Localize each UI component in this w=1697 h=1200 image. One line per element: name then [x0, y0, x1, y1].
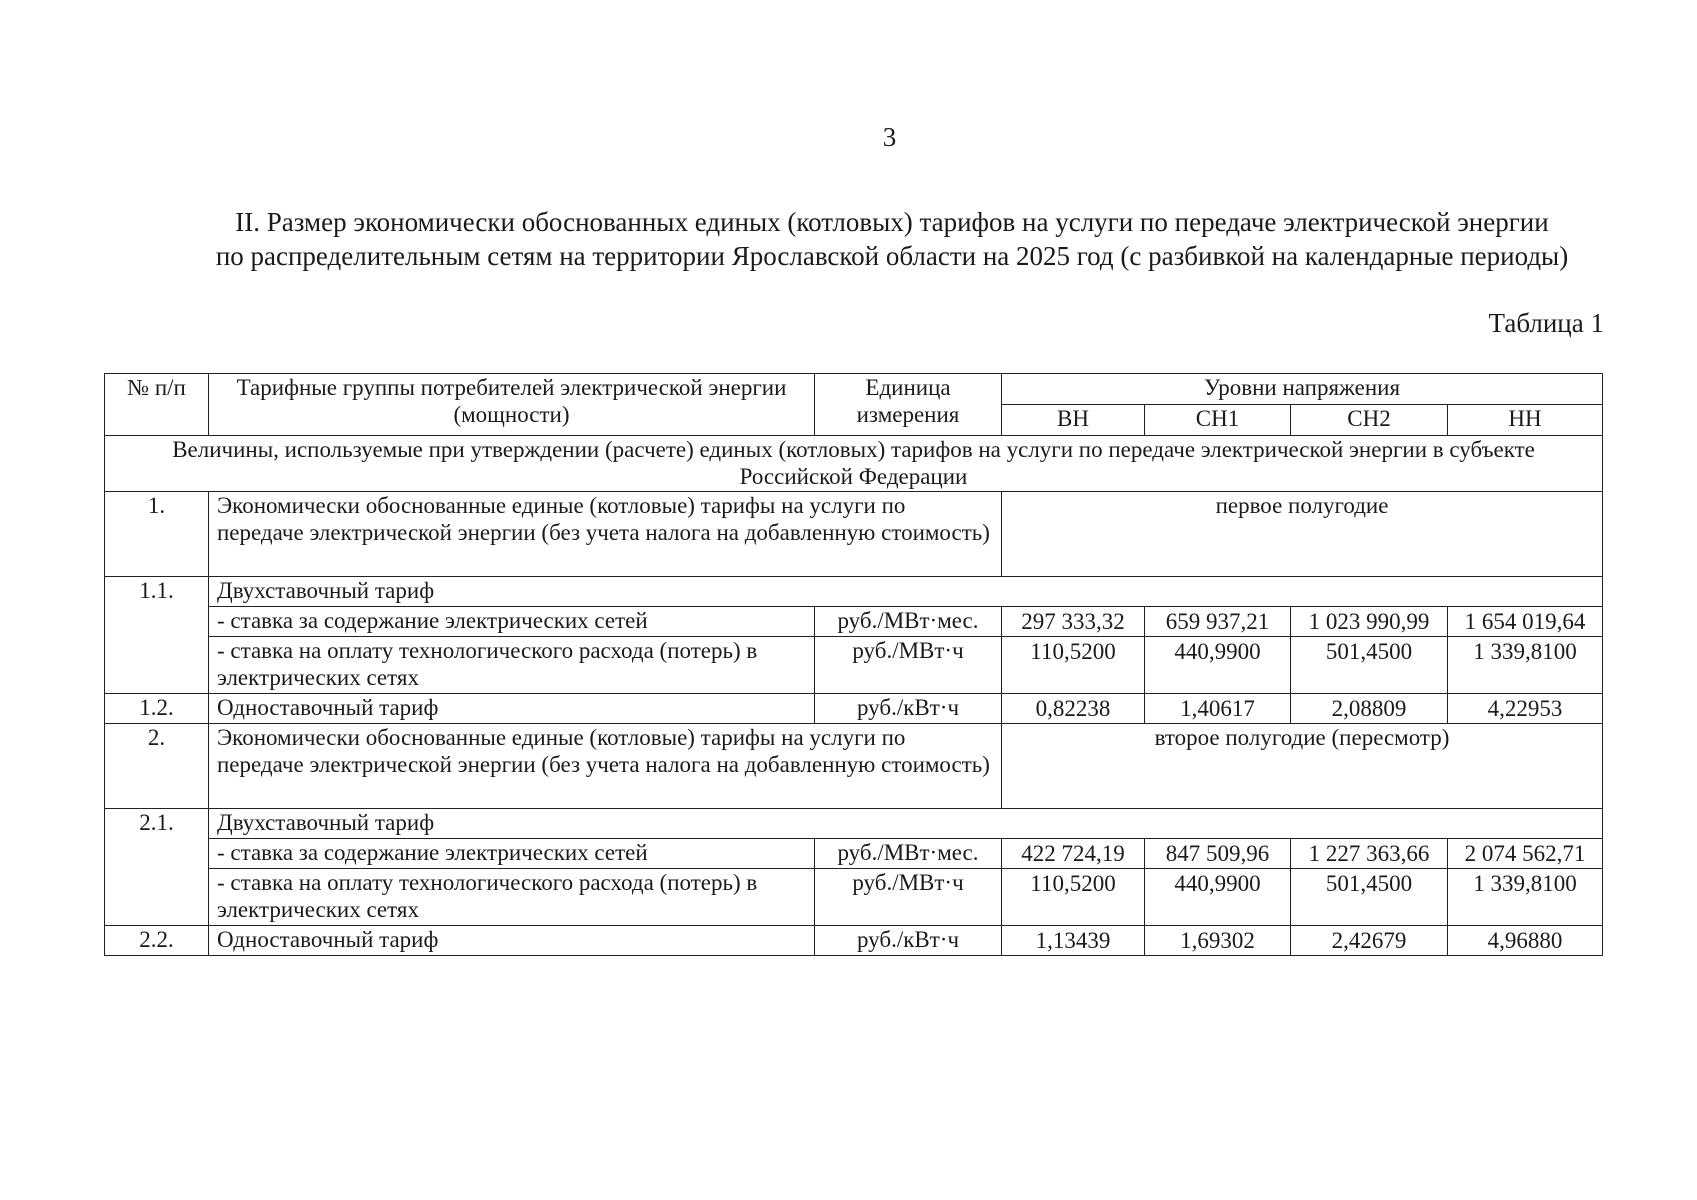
rate-unit-cell: руб./МВт·ч — [815, 637, 1002, 694]
value-sn1-cell: 440,9900 — [1145, 869, 1291, 926]
value-vn-cell: 297 333,32 — [1002, 607, 1145, 637]
tariff-table — [104, 373, 1603, 956]
one-rate-row — [105, 694, 1603, 724]
value-nn-cell: 1 339,8100 — [1448, 869, 1603, 926]
value-vn-cell: 110,5200 — [1002, 637, 1145, 694]
one-rate-label-cell: Одноставочный тариф — [209, 694, 815, 724]
value-nn-cell: 1 339,8100 — [1448, 637, 1603, 694]
value-sn1-cell: 1,69302 — [1145, 926, 1291, 956]
one-rate-unit-cell: руб./кВт·ч — [815, 694, 1002, 724]
block-period-cell: первое полугодие — [1002, 492, 1603, 577]
rate-unit-cell: руб./МВт·мес. — [815, 607, 1002, 637]
value-sn2-cell: 501,4500 — [1291, 869, 1448, 926]
rate-label-cell: - ставка на оплату технологического расхода (потерь) в электрических сетях — [209, 869, 815, 926]
two-rate-label-cell: Двухставочный тариф — [209, 577, 1603, 607]
two-rate-row — [105, 577, 1603, 607]
rate-row — [105, 607, 1603, 637]
rate-row — [105, 869, 1603, 926]
document-heading — [96, 205, 1688, 273]
rate-row — [105, 637, 1603, 694]
block-period-cell: второе полугодие (пересмотр) — [1002, 724, 1603, 809]
table-header-row-1 — [105, 374, 1603, 405]
page-number: 3 — [882, 122, 897, 152]
block-num-cell: 2. — [105, 724, 209, 809]
header-level-sn2: СН2 — [1291, 405, 1448, 436]
value-vn-cell: 422 724,19 — [1002, 839, 1145, 869]
value-nn-cell: 2 074 562,71 — [1448, 839, 1603, 869]
value-nn-cell: 4,96880 — [1448, 926, 1603, 956]
value-nn-cell: 1 654 019,64 — [1448, 607, 1603, 637]
value-sn2-cell: 501,4500 — [1291, 637, 1448, 694]
one-rate-label-cell: Одноставочный тариф — [209, 926, 815, 956]
rate-row — [105, 839, 1603, 869]
one-rate-num-cell: 1.2. — [105, 694, 209, 724]
header-num-cell: № п/п — [105, 374, 209, 436]
value-sn1-cell: 1,40617 — [1145, 694, 1291, 724]
heading-line-2: по распределительным сетям на территории Ярославской области на 2025 год (с разбивкой на календарные периоды) — [215, 241, 1569, 271]
rate-label-cell: - ставка за содержание электрических сетей — [209, 839, 815, 869]
value-nn-cell: 4,22953 — [1448, 694, 1603, 724]
value-sn1-cell: 440,9900 — [1145, 637, 1291, 694]
two-rate-label-cell: Двухставочный тариф — [209, 809, 1603, 839]
header-level-nn: НН — [1448, 405, 1603, 436]
value-vn-cell: 0,82238 — [1002, 694, 1145, 724]
two-rate-num-cell: 1.1. — [105, 577, 209, 694]
one-rate-num-cell: 2.2. — [105, 926, 209, 956]
section-title-cell: Величины, используемые при утверждении (расчете) единых (котловых) тарифов на услуги по передаче электрической энергии в субъекте Российской Федерации — [105, 436, 1603, 492]
value-sn2-cell: 2,08809 — [1291, 694, 1448, 724]
block-title-cell: Экономически обоснованные единые (котловые) тарифы на услуги по передаче электрической энергии (без учета налога на добавленную стоимость) — [209, 724, 1002, 809]
value-sn2-cell: 2,42679 — [1291, 926, 1448, 956]
rate-label-cell: - ставка за содержание электрических сетей — [209, 607, 815, 637]
two-rate-row — [105, 809, 1603, 839]
value-vn-cell: 1,13439 — [1002, 926, 1145, 956]
block-num-cell: 1. — [105, 492, 209, 577]
section-title-row — [105, 436, 1603, 492]
header-level-sn1: СН1 — [1145, 405, 1291, 436]
header-levels-cell: Уровни напряжения — [1002, 374, 1603, 405]
two-rate-num-cell: 2.1. — [105, 809, 209, 926]
rate-label-cell: - ставка на оплату технологического расхода (потерь) в электрических сетях — [209, 637, 815, 694]
table-caption: Таблица 1 — [1488, 308, 1604, 338]
heading-line-1: II. Размер экономически обоснованных единых (котловых) тарифов на услуги по передаче электрической энергии — [235, 207, 1549, 237]
header-unit-cell: Единица измерения — [815, 374, 1002, 436]
value-sn1-cell: 659 937,21 — [1145, 607, 1291, 637]
rate-unit-cell: руб./МВт·ч — [815, 869, 1002, 926]
header-groups-cell: Тарифные группы потребителей электрической энергии (мощности) — [209, 374, 815, 436]
one-rate-unit-cell: руб./кВт·ч — [815, 926, 1002, 956]
value-vn-cell: 110,5200 — [1002, 869, 1145, 926]
block-title-row — [105, 492, 1603, 577]
value-sn2-cell: 1 227 363,66 — [1291, 839, 1448, 869]
header-level-vn: ВН — [1002, 405, 1145, 436]
value-sn1-cell: 847 509,96 — [1145, 839, 1291, 869]
value-sn2-cell: 1 023 990,99 — [1291, 607, 1448, 637]
block-title-cell: Экономически обоснованные единые (котловые) тарифы на услуги по передаче электрической энергии (без учета налога на добавленную стоимость) — [209, 492, 1002, 577]
one-rate-row — [105, 926, 1603, 956]
block-title-row — [105, 724, 1603, 809]
rate-unit-cell: руб./МВт·мес. — [815, 839, 1002, 869]
